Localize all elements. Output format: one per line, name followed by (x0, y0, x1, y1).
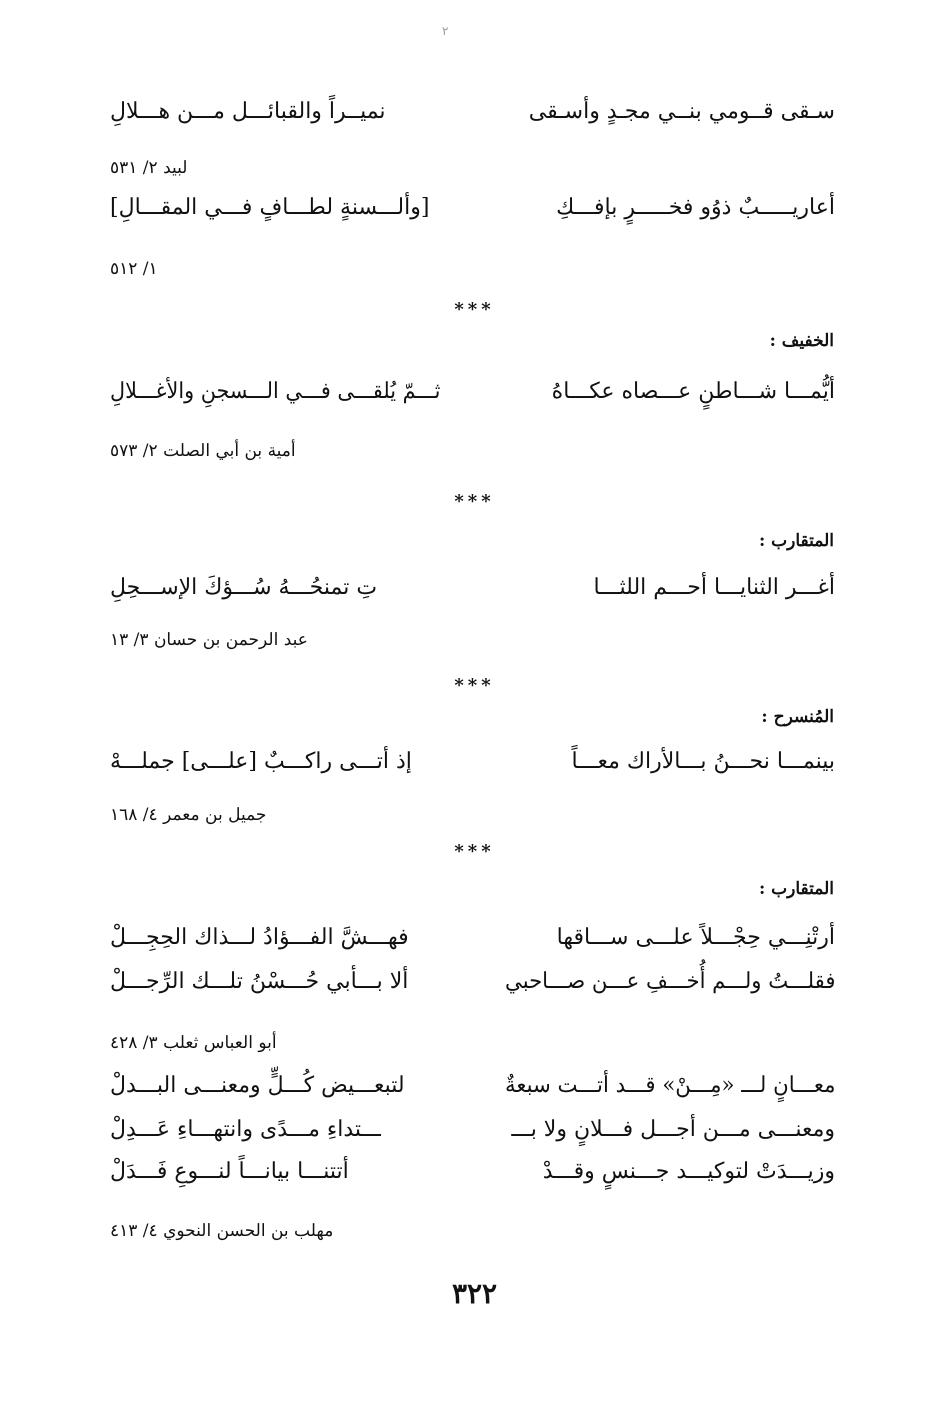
verse-line (110, 1152, 835, 1196)
verse-second-hemistich: ألا بـــأبي حُـــسْنُ تلـــك الرِّجـــلْ (110, 969, 409, 994)
attribution: لبيد ٢/ ٥٣١ (110, 158, 188, 178)
verse-line (110, 918, 835, 962)
attribution: أبو العباس ثعلب ٣/ ٤٢٨ (110, 1033, 277, 1053)
verse-second-hemistich: ثـــمّ يُلقـــى فـــي الـــسجنِ والأغـــلالِ (110, 379, 441, 404)
attribution: ١/ ٥١٢ (110, 259, 158, 279)
meter-heading: المتقارب : (758, 879, 834, 899)
verse-first-hemistich: فقلـــتُ ولـــم أُخـــفِ عـــن صـــاحبي (504, 969, 835, 994)
section-separator: *** (454, 675, 495, 696)
verse-second-hemistich: إذ أتـــى راكـــبٌ [علـــى] جملـــهْ (110, 749, 412, 774)
attribution: مهلب بن الحسن النحوي ٤/ ٤١٣ (110, 1221, 334, 1241)
verse-first-hemistich: وزيـــدَتْ لتوكيـــد جـــنسٍ وقـــدْ (542, 1159, 835, 1184)
verse-line (110, 1110, 835, 1154)
verse-line (110, 742, 835, 786)
verse-line (110, 1066, 835, 1110)
verse-line (110, 92, 835, 136)
verse-line (110, 188, 835, 232)
verse-line (110, 962, 835, 1006)
verse-second-hemistich: أتتنـــا بيانـــاً لنـــوعِ فَـــدَلْ (110, 1159, 349, 1184)
top-mark: ٢ (442, 24, 449, 38)
verse-second-hemistich: تِ تمنحُـــهُ سُـــؤكَ الإســـحِلِ (110, 575, 378, 600)
verse-second-hemistich: [وألـــسنةٍ لطـــافٍ فـــي المقـــالِ] (110, 195, 430, 220)
verse-line (110, 568, 835, 612)
section-separator: *** (454, 299, 495, 320)
verse-first-hemistich: أيُّمـــا شـــاطنٍ عـــصاه عكـــاهُ (551, 379, 835, 404)
verse-first-hemistich: أعاريـــــبٌ ذوُو فخـــــرٍ بإفـــكِ (556, 195, 835, 220)
verse-first-hemistich: أغـــر الثنايـــا أحـــم اللثـــا (593, 575, 835, 600)
verse-first-hemistich: أرتْنِـــي حِجْـــلاً علـــى ســـاقها (556, 925, 835, 950)
verse-second-hemistich: ـــتداءِ مـــدًى وانتهـــاءِ عَـــدِلْ (110, 1117, 381, 1142)
section-separator: *** (454, 491, 495, 512)
verse-first-hemistich: ومعنـــى مـــن أجـــل فـــلانٍ ولا بـــ (511, 1117, 835, 1142)
page-number: ٣٢٢ (451, 1277, 498, 1310)
meter-heading: المتقارب : (758, 531, 834, 551)
verse-first-hemistich: معـــانٍ لـــ «مِـــنْ» قـــد أتـــت سبعةٌ (504, 1073, 835, 1098)
attribution: جميل بن معمر ٤/ ١٦٨ (110, 805, 267, 825)
attribution: عبد الرحمن بن حسان ٣/ ١٣ (110, 630, 308, 650)
meter-heading: المُنسرح : (761, 707, 834, 727)
verse-line (110, 372, 835, 416)
verse-second-hemistich: فهـــشَّ الفـــؤادُ لـــذاك الحِجِـــلْ (110, 925, 409, 950)
meter-heading: الخفيف : (769, 331, 834, 351)
section-separator: *** (454, 841, 495, 862)
verse-first-hemistich: بينمـــا نحـــنُ بـــالأراك معـــاً (571, 749, 835, 774)
verse-second-hemistich: لتبعـــيض كُـــلٍّ ومعنـــى البـــدلْ (110, 1073, 405, 1098)
verse-second-hemistich: نميــراً والقبائـــل مـــن هـــلالِ (110, 99, 386, 124)
attribution: أمية بن أبي الصلت ٢/ ٥٧٣ (110, 441, 296, 461)
verse-first-hemistich: سـقى قــومي بنــي مجـدٍ وأسـقى (528, 99, 835, 124)
